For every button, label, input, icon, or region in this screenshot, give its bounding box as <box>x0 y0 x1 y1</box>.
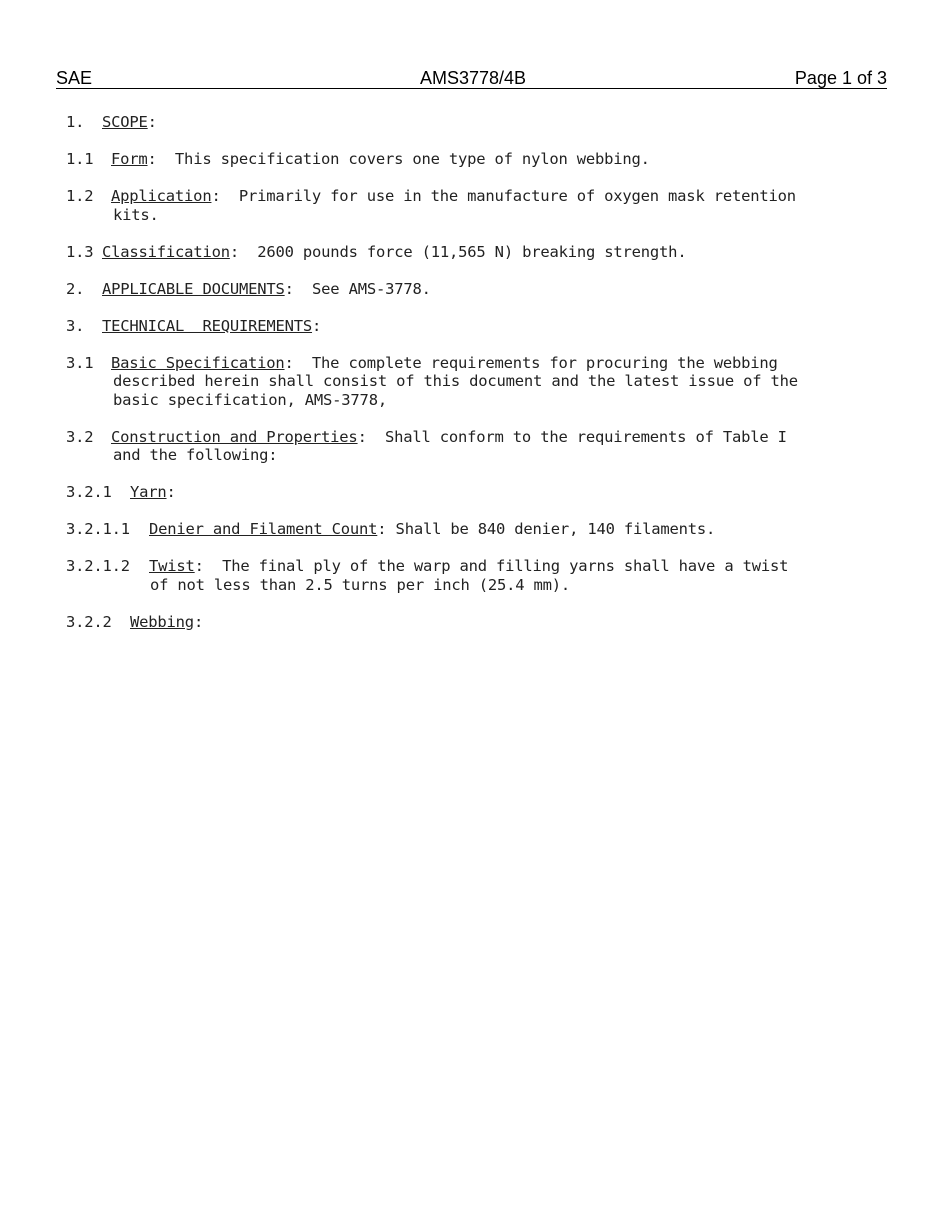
section-text-continued: basic specification, AMS-3778, <box>113 390 387 409</box>
section-number: 1.1 <box>66 149 94 168</box>
section-number: 3.1 <box>66 353 94 372</box>
section-text-continued: and the following: <box>113 446 278 465</box>
section-title: SCOPE <box>102 113 148 131</box>
section-1 <box>66 113 906 132</box>
section-3-2-1 <box>66 483 906 502</box>
section-3-1 <box>66 354 906 410</box>
section-text-continued: of not less than 2.5 turns per inch (25.4 mm). <box>150 575 571 594</box>
section-number: 1. <box>66 113 85 131</box>
section-text-continued: described herein shall consist of this document and the latest issue of the <box>113 372 798 391</box>
section-title: Yarn <box>130 483 167 502</box>
section-1-2 <box>66 187 906 224</box>
section-text: : Shall be 840 denier, 140 filaments. <box>377 520 716 539</box>
header-page-number: Page 1 of 3 <box>794 68 887 88</box>
section-title: APPLICABLE DOCUMENTS <box>102 279 285 298</box>
section-number: 3.2.1 <box>66 483 112 502</box>
section-number: 1.3 <box>66 242 94 261</box>
section-2 <box>66 280 906 299</box>
section-text-continued: kits. <box>113 205 159 224</box>
section-number: 3.2 <box>66 427 94 446</box>
header-doc-number: AMS3778/4B <box>420 68 527 88</box>
section-3-2-1-2 <box>66 557 906 594</box>
section-title: Twist <box>149 557 195 576</box>
section-text: : Primarily for use in the manufacture of oxygen mask retention <box>211 186 796 205</box>
section-title: TECHNICAL REQUIREMENTS <box>102 316 313 335</box>
section-text: : <box>147 113 157 131</box>
section-1-3 <box>66 243 906 262</box>
section-text: : This specification covers one type of nylon webbing. <box>147 149 650 168</box>
section-title: Classification <box>102 242 230 261</box>
section-number: 3.2.1.1 <box>66 520 130 539</box>
section-title: Webbing <box>130 612 194 631</box>
section-3-2-1-1 <box>66 520 906 539</box>
section-number: 3.2.2 <box>66 612 112 631</box>
section-3-2 <box>66 428 906 465</box>
section-number: 3.2.1.2 <box>66 557 130 576</box>
section-text: : See AMS-3778. <box>284 279 431 298</box>
section-text: : The complete requirements for procuring the webbing <box>284 353 778 372</box>
section-title: Form <box>111 149 148 168</box>
section-title: Application <box>111 186 212 205</box>
section-3-2-2 <box>66 613 906 632</box>
section-text: : Shall conform to the requirements of Table I <box>357 427 787 446</box>
header-org: SAE <box>56 68 93 88</box>
section-title: Construction and Properties <box>111 427 358 446</box>
section-text: : <box>166 483 176 502</box>
document-body <box>66 113 906 650</box>
section-number: 3. <box>66 316 85 335</box>
page-header <box>56 68 887 89</box>
section-3 <box>66 317 906 336</box>
section-number: 2. <box>66 279 85 298</box>
section-title: Basic Specification <box>111 353 285 372</box>
section-number: 1.2 <box>66 186 94 205</box>
section-text: : 2600 pounds force (11,565 N) breaking strength. <box>229 242 687 261</box>
section-title: Denier and Filament Count <box>149 520 378 539</box>
section-1-1 <box>66 150 906 169</box>
section-text: : The final ply of the warp and filling yarns shall have a twist <box>194 557 789 576</box>
section-text: : <box>193 612 204 631</box>
section-text: : <box>312 316 322 335</box>
